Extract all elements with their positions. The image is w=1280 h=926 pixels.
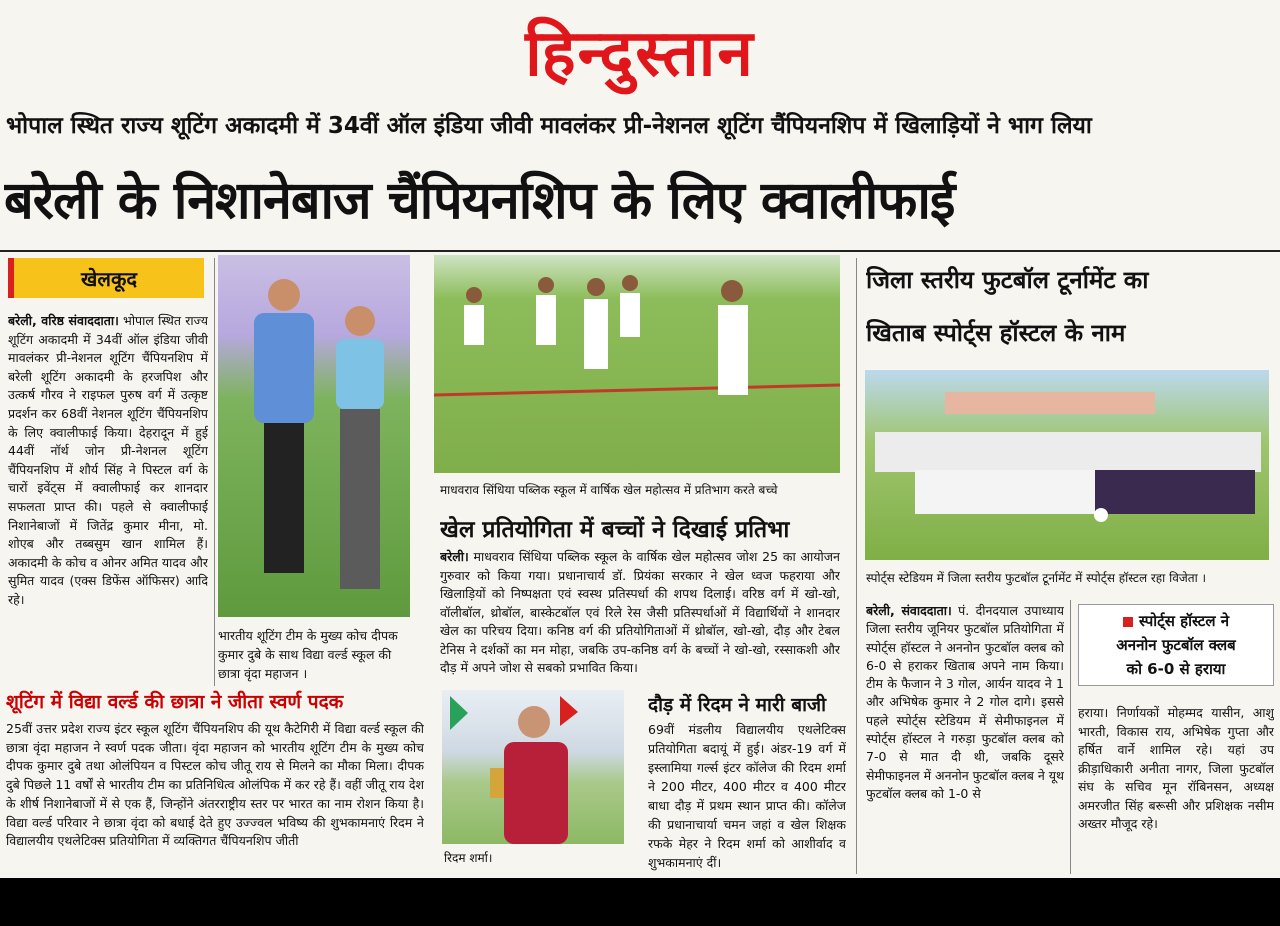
flag-red — [560, 696, 578, 726]
shooting-article — [8, 312, 208, 687]
kicker: भोपाल स्थित राज्य शूटिंग अकादमी में 34वीं ऑल इंडिया जीवी मावलंकर प्री-नेशनल शूटिंग चैंपियनशिप में खिलाड़ियों ने भाग लिया — [6, 113, 1092, 139]
column-divider — [214, 258, 215, 686]
football-sidebox — [1078, 604, 1274, 686]
gold-headline: शूटिंग में विद्या वर्ल्ड की छात्रा ने जीता स्वर्ण पदक — [6, 691, 344, 713]
coach-trousers — [264, 423, 304, 573]
shooting-photo — [218, 255, 410, 617]
football-icon — [1094, 508, 1108, 522]
sidebox-line3: को 6-0 से हराया — [1126, 660, 1226, 678]
football-body-right: हराया। निर्णायकों मोहम्मद यासीन, आशु भारती, विकास राय, अभिषेक गुप्ता और हर्षित वार्ने शामिल रहे। यहां उप क्रीड़ाधिकारी अनीता नागर, जिला फुटबॉल संघ के सचिव मून रॉबिनसन, अध्यक्ष अमरजीत सिंह बरूसी और प्रशिक्षक नसीम अख्तर मौजूद रहे। — [1078, 705, 1274, 831]
runner-3 — [584, 278, 608, 369]
athlete-jersey — [504, 742, 568, 844]
coach-head — [268, 279, 300, 311]
football-photo-art — [865, 370, 1269, 560]
rhythm-photo — [442, 690, 624, 844]
shooting-dateline: बरेली, वरिष्ठ संवाददाता। — [8, 313, 119, 328]
student-trousers — [340, 409, 380, 589]
school-headline: खेल प्रतियोगिता में बच्चों ने दिखाई प्रतिभा — [440, 517, 790, 543]
rhythm-photo-art — [442, 690, 624, 844]
rhythm-body: 69वीं मंडलीय विद्यालयीय एथलेटिक्स प्रतियोगिता बदायूं में हुई। अंडर-19 वर्ग में इस्लामिया गर्ल्स इंटर कॉलेज की रिदम शर्मा ने 200 मीटर, 400 मीटर व 400 मीटर बाधा दौड़ में प्रथम स्थान प्राप्त की। कॉलेज की प्रधानाचार्या चमन जहां व खेल शिक्षक रफके मेहर ने रिदम शर्मा को आशीर्वाद व शुभकामनाएं दीं। — [648, 722, 846, 870]
finish-ribbon — [434, 385, 840, 395]
football-body-left: पं. दीनदयाल उपाध्याय जिला स्तरीय जूनियर फुटबॉल प्रतियोगिता में स्पोर्ट्स हॉस्टल ने अननोन फुटबॉल क्लब को 6-0 से हराकर खिताब अपने नाम किया। टीम के फैजान ने 3 गोल, आर्यन यादव ने 1 और अभिषेक कुमार ने 2 गोल दागे। इससे पहले स्पोर्ट्स स्टेडियम में सेमीफाइनल में स्पोर्ट्स हॉस्टल ने गरुड़ा फुटबॉल क्लब को 7-0 से मात दी थी, जबकि दूसरे सेमीफाइनल में अननोन फुटबॉल क्लब ने यूथ फुटबॉल क्लब को 1-0 से — [866, 603, 1064, 801]
runner-1 — [464, 287, 484, 345]
student-top — [336, 339, 384, 409]
column-divider — [1070, 600, 1071, 874]
section-tag: खेलकूद — [8, 258, 204, 298]
pavilion — [945, 392, 1155, 414]
coach-jacket — [254, 313, 314, 423]
bullet-icon — [1123, 617, 1133, 627]
rhythm-photo-caption: रिदम शर्मा। — [444, 851, 493, 865]
runner-5 — [718, 280, 748, 395]
sidebox-line2: अननोन फुटबॉल क्लब — [1116, 636, 1236, 654]
flag-green — [450, 696, 468, 730]
shooting-photo-art — [218, 255, 410, 617]
main-headline: बरेली के निशानेबाज चैंपियनशिप के लिए क्वालीफाई — [4, 171, 955, 231]
runner-4 — [620, 275, 640, 337]
school-body: माधवराव सिंधिया पब्लिक स्कूल के वार्षिक खेल महोत्सव जोश 25 का आयोजन गुरुवार को किया गया। प्रधानाचार्य डॉ. प्रियंका सरकार ने खेल ध्वज फहराया और खिलाड़ियों को निष्पक्षता एवं स्वस्थ प्रतिस्पर्धा की शपथ दिलाई। वरिष्ठ वर्ग में खो-खो, वॉलीबॉल, थ्रोबॉल, बास्केटबॉल एवं रिले रेस जैसी प्रतिस्पर्धाओं में विद्यार्थियों ने शानदार खेल का परिचय दिया। कनिष्ठ वर्ग की प्रतियोगिताओं में थ्रोबॉल, खो-खो, दौड़ और टेबल टेनिस ने दर्शकों का मन मोहा, जबकि उप-कनिष्ठ वर्ग के बच्चों ने खो-खो, रस्साकशी और दौड़ में अपने जोश से सबको प्रभावित किया। — [440, 549, 840, 675]
athlete-head — [518, 706, 550, 738]
sidebox-line1-text: स्पोर्ट्स हॉस्टल ने — [1138, 612, 1230, 630]
divider — [0, 250, 1280, 252]
school-sports-photo — [434, 255, 840, 473]
shooting-body: भोपाल स्थित राज्य शूटिंग अकादमी में 34वीं ऑल इंडिया जीवी मावलंकर प्री-नेशनल शूटिंग चैंपियनशिप में बरेली शूटिंग अकादमी के हरजपिश और उत्कर्ष गौरव ने राइफल पुरुष वर्ग में उत्कृष्ट प्रदर्शन कर 68वीं नेशनल शूटिंग चैंपियनशिप के लिए क्वालीफाई किया। देहरादून में हुई 44वीं नॉर्थ जोन प्री-नेशनल शूटिंग चैंपियनशिप में शौर्य सिंह ने पिस्टल वर्ग के चारों इवेंट्स में क्वालीफाई कर शानदार सफलता प्राप्त की। पहले से क्वालीफाई निशानेबाजों में जितेंद्र कुमार मीना, मो. शोएब और तब्बसुम खान शामिल हैं। अकादमी के कोच व ओनर अमित यादव और सुमित यादव (एक्स डिफेंस ऑफिसर) आदि रहे। — [8, 313, 208, 607]
school-photo-art — [434, 255, 840, 473]
rhythm-headline: दौड़ में रिदम ने मारी बाजी — [648, 694, 827, 716]
sidebox-line1 — [1079, 609, 1273, 633]
football-headline-line2: खिताब स्पोर्ट्स हॉस्टल के नाम — [866, 319, 1126, 347]
student-head — [345, 306, 375, 336]
masthead-logo: हिन्दुस्तान — [525, 15, 755, 91]
football-article-left — [866, 602, 1064, 874]
team-front-row — [915, 470, 1255, 514]
column-divider — [856, 258, 857, 874]
school-photo-caption: माधवराव सिंधिया पब्लिक स्कूल में वार्षिक खेल महोत्सव में प्रतिभाग करते बच्चे — [440, 483, 778, 497]
football-team-photo — [865, 370, 1269, 560]
school-dateline: बरेली। — [440, 549, 469, 564]
masthead — [0, 0, 1280, 100]
shooting-photo-caption: भारतीय शूटिंग टीम के मुख्य कोच दीपक कुमार दुबे के साथ विद्या वर्ल्ड स्कूल की छात्रा वृंदा महाजन । — [218, 628, 398, 681]
football-headline-line1: जिला स्तरीय फुटबॉल टूर्नामेंट का — [866, 266, 1149, 294]
trophy-icon — [490, 768, 504, 798]
team-back-row — [875, 432, 1261, 472]
football-photo-caption: स्पोर्ट्स स्टेडियम में जिला स्तरीय फुटबॉल टूर्नामेंट में स्पोर्ट्स हॉस्टल रहा विजेता । — [866, 571, 1207, 585]
gold-body: 25वीं उत्तर प्रदेश राज्य इंटर स्कूल शूटिंग चैंपियनशिप की यूथ कैटेगिरी में विद्या वर्ल्ड स्कूल की छात्रा वृंदा महाजन ने स्वर्ण पदक जीता। वृंदा महाजन को भारतीय शूटिंग टीम के मुख्य कोच दीपक कुमार दुबे तथा ओलंपियन व पिस्टल कोच जीतू राय से मिलने का मौका मिला। दीपक दुबे पिछले 11 वर्षों से भारतीय टीम का प्रतिनिधित्व ओलंपिक में कर रहे हैं। वहीं जीतू राय देश के शीर्ष निशानेबाजों में से एक हैं, जिन्होंने अंतरराष्ट्रीय स्तर पर भारत का नाम रोशन किया है। विद्या वर्ल्ड परिवार ने छात्रा वृंदा को बधाई देते हुए उज्ज्वल भविष्य की शुभकामनाएं रिदम ने विद्यालयीय एथलेटिक्स प्रतियोगिता में व्यक्तिगत चैंपियनशिप जीती — [6, 721, 424, 849]
runner-2 — [536, 277, 556, 345]
school-article — [440, 548, 840, 688]
football-dateline: बरेली, संवाददाता। — [866, 603, 952, 618]
